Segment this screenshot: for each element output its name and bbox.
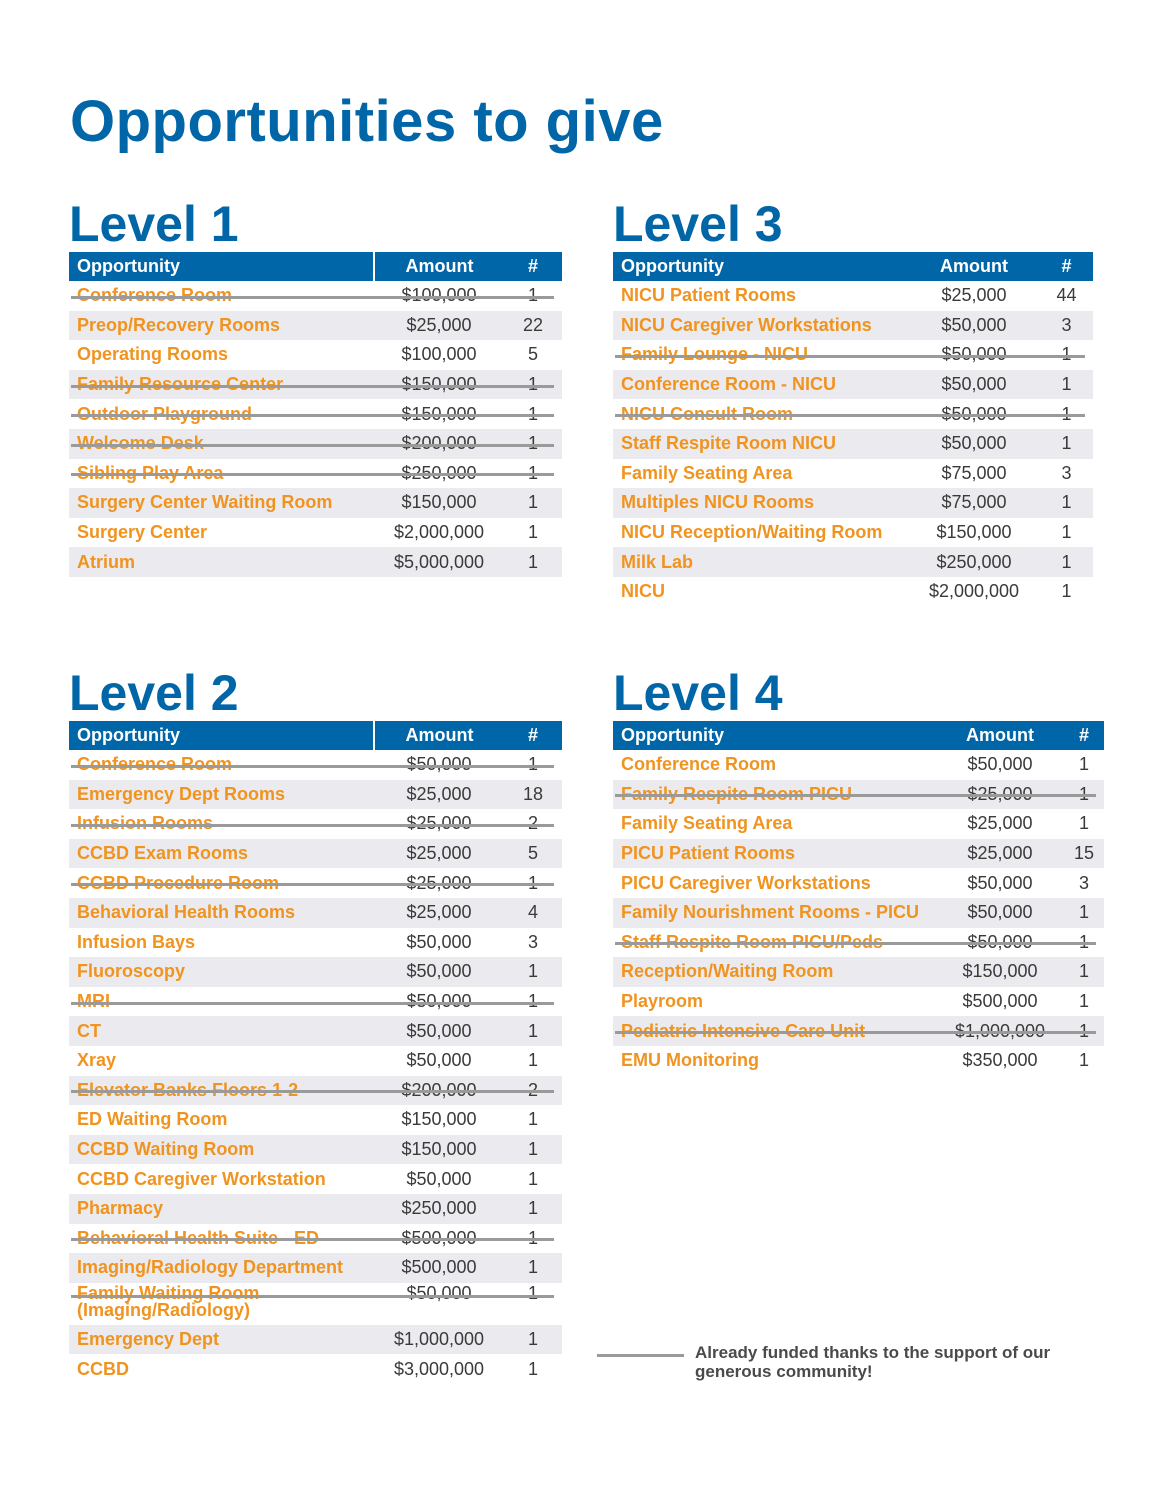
level-3-title: Level 3: [613, 196, 783, 252]
amount-cell: $50,000: [908, 340, 1040, 370]
count-cell: 4: [504, 898, 562, 928]
count-cell: 22: [504, 311, 562, 341]
count-cell: 1: [504, 399, 562, 429]
header-opportunity: Opportunity: [613, 252, 908, 281]
funded-table-row: [613, 928, 1104, 958]
count-cell: 1: [504, 1253, 562, 1283]
count-cell: 1: [1078, 991, 1089, 1012]
amount-cell: $50,000: [406, 1050, 472, 1071]
count-cell: 1: [1040, 399, 1093, 429]
count-cell: 1: [504, 750, 562, 780]
count-cell: 15: [1064, 839, 1104, 869]
table-row: [613, 281, 1093, 311]
amount-cell: $200,000: [374, 429, 504, 459]
table-row: [613, 370, 1093, 400]
opportunity-cell: Conference Room: [69, 750, 374, 780]
table-row: [69, 1253, 562, 1283]
opportunity-cell: ED Waiting Room: [77, 1109, 228, 1130]
opportunity-cell: Elevator Banks Floors 1-2: [69, 1076, 374, 1106]
opportunity-cell: PICU Patient Rooms: [613, 839, 936, 869]
funded-legend: [597, 1343, 1097, 1393]
amount-cell: $250,000: [374, 1194, 504, 1224]
opportunity-cell: Surgery Center Waiting Room: [69, 488, 374, 518]
count-cell: 1: [527, 1358, 538, 1379]
level-1-table: [69, 252, 562, 577]
amount-cell: $150,000: [401, 1109, 477, 1130]
table-row: [613, 577, 1093, 607]
count-cell: 1: [1064, 957, 1104, 987]
count-cell: 1: [1078, 813, 1089, 834]
opportunity-cell: CT: [69, 1016, 374, 1046]
table-row: [69, 898, 562, 928]
table-row: [69, 780, 562, 810]
opportunity-cell: NICU: [621, 581, 665, 602]
opportunity-cell: CCBD Caregiver Workstation: [77, 1168, 326, 1189]
amount-cell: $50,000: [908, 370, 1040, 400]
table-row: [613, 868, 1104, 898]
table-row: [69, 340, 562, 370]
amount-cell: $200,000: [374, 1076, 504, 1106]
amount-cell: $50,000: [374, 750, 504, 780]
level-1-title: Level 1: [69, 196, 239, 252]
amount-cell: $250,000: [908, 547, 1040, 577]
funded-table-row: [69, 1283, 562, 1325]
opportunity-cell: Pediatric Intensive Care Unit: [613, 1016, 936, 1046]
amount-cell: $500,000: [374, 1253, 504, 1283]
table-row: [613, 429, 1093, 459]
table-header-row: [613, 252, 1093, 281]
amount-cell: $50,000: [406, 931, 472, 952]
page-title: Opportunities to give: [70, 89, 664, 154]
table-row: [613, 898, 1104, 928]
count-cell: 1: [1061, 522, 1072, 543]
amount-cell: $75,000: [941, 462, 1007, 483]
header-count: #: [1064, 721, 1104, 750]
table-row: [613, 459, 1093, 489]
table-row: [69, 488, 562, 518]
header-amount: Amount: [936, 721, 1064, 750]
opportunity-cell: Staff Respite Room NICU: [613, 429, 908, 459]
count-cell: 3: [1078, 872, 1089, 893]
count-cell: 1: [527, 1168, 538, 1189]
amount-cell: $25,000: [374, 780, 504, 810]
funded-table-row: [613, 399, 1093, 429]
amount-cell: $250,000: [374, 459, 504, 489]
header-opportunity: Opportunity: [613, 721, 936, 750]
table-row: [613, 750, 1104, 780]
opportunity-cell: NICU Caregiver Workstations: [613, 311, 908, 341]
level-4-section: [613, 667, 1104, 1076]
level-3-section: [613, 198, 1093, 607]
count-cell: 1: [1040, 429, 1093, 459]
amount-cell: $50,000: [406, 1168, 472, 1189]
opportunity-cell: Emergency Dept: [69, 1325, 374, 1355]
opportunity-cell: Xray: [77, 1050, 117, 1071]
amount-cell: $500,000: [962, 991, 1038, 1012]
amount-cell: $150,000: [374, 370, 504, 400]
count-cell: 5: [504, 839, 562, 869]
level-1-section: [69, 198, 562, 577]
funded-table-row: [69, 1076, 562, 1106]
amount-cell: $100,000: [374, 281, 504, 311]
amount-cell: $5,000,000: [374, 547, 504, 577]
opportunity-cell: Staff Respite Room PICU/Peds: [613, 928, 936, 958]
header-opportunity: Opportunity: [69, 252, 374, 281]
table-header-row: [69, 721, 562, 750]
opportunity-cell: NICU Reception/Waiting Room: [621, 522, 883, 543]
amount-cell: $25,000: [374, 311, 504, 341]
level-2-table: [69, 721, 562, 1384]
funded-legend-text: Already funded thanks to the support of our generous community!: [695, 1343, 1051, 1381]
count-cell: 1: [527, 1050, 538, 1071]
amount-cell: $350,000: [962, 1050, 1038, 1071]
count-cell: 1: [527, 1109, 538, 1130]
table-row: [613, 987, 1104, 1017]
strikethrough-legend-line: [597, 1354, 684, 1357]
amount-cell: $25,000: [967, 813, 1033, 834]
level-4-title: Level 4: [613, 665, 783, 721]
count-cell: 1: [1040, 547, 1093, 577]
count-cell: 1: [504, 1325, 562, 1355]
count-cell: 1: [504, 429, 562, 459]
count-cell: 1: [504, 488, 562, 518]
amount-cell: $50,000: [908, 429, 1040, 459]
table-row: [69, 928, 562, 958]
opportunity-cell: Reception/Waiting Room: [613, 957, 936, 987]
count-cell: 2: [504, 1076, 562, 1106]
amount-cell: $50,000: [908, 311, 1040, 341]
table-header-row: [69, 252, 562, 281]
opportunity-cell: Welcome Desk: [69, 429, 374, 459]
count-cell: 1: [1040, 370, 1093, 400]
amount-cell: $50,000: [936, 898, 1064, 928]
opportunity-cell: Family Waiting Room (Imaging/Radiology): [69, 1283, 374, 1325]
funded-table-row: [613, 1016, 1104, 1046]
table-row: [69, 311, 562, 341]
opportunity-cell: Sibling Play Area: [69, 459, 374, 489]
funded-table-row: [69, 987, 562, 1017]
amount-cell: $50,000: [374, 957, 504, 987]
table-row: [69, 839, 562, 869]
opportunity-cell: Outdoor Playground: [69, 399, 374, 429]
table-row: [69, 547, 562, 577]
count-cell: 1: [1064, 928, 1104, 958]
table-row: [613, 839, 1104, 869]
funded-table-row: [69, 429, 562, 459]
count-cell: 1: [504, 1224, 562, 1254]
opportunity-cell: Family Resource Center: [69, 370, 374, 400]
table-row: [69, 1135, 562, 1165]
amount-cell: $3,000,000: [393, 1358, 485, 1379]
amount-cell: $50,000: [908, 399, 1040, 429]
count-cell: 1: [1078, 754, 1089, 775]
opportunity-cell: Preop/Recovery Rooms: [69, 311, 374, 341]
count-cell: 1: [1078, 1050, 1089, 1071]
table-row: [613, 1046, 1104, 1076]
opportunity-cell: Surgery Center: [77, 522, 208, 543]
header-opportunity: Opportunity: [69, 721, 374, 750]
opportunity-cell: Atrium: [69, 547, 374, 577]
amount-cell: $25,000: [374, 868, 504, 898]
amount-cell: $25,000: [936, 780, 1064, 810]
count-cell: 1: [1064, 780, 1104, 810]
count-cell: 1: [1064, 898, 1104, 928]
opportunity-cell: Behavioral Health Suite - ED: [69, 1224, 374, 1254]
opportunity-cell: Emergency Dept Rooms: [69, 780, 374, 810]
table-row: [69, 1354, 562, 1384]
opportunity-cell: CCBD Exam Rooms: [69, 839, 374, 869]
opportunity-cell: Family Nourishment Rooms - PICU: [613, 898, 936, 928]
amount-cell: $25,000: [941, 285, 1007, 306]
table-row: [69, 957, 562, 987]
opportunity-cell: CCBD: [77, 1358, 129, 1379]
count-cell: 1: [1040, 340, 1093, 370]
count-cell: 3: [527, 931, 538, 952]
count-cell: 1: [1061, 581, 1072, 602]
count-cell: 44: [1056, 285, 1077, 306]
count-cell: 1: [504, 1194, 562, 1224]
funded-table-row: [69, 370, 562, 400]
count-cell: 1: [1040, 488, 1093, 518]
amount-cell: $150,000: [374, 1135, 504, 1165]
table-row: [69, 1105, 562, 1135]
opportunity-cell: PICU Caregiver Workstations: [621, 872, 871, 893]
amount-cell: $50,000: [967, 754, 1033, 775]
amount-cell: $1,000,000: [374, 1325, 504, 1355]
opportunity-cell: NICU Consult Room: [613, 399, 908, 429]
count-cell: 3: [1061, 462, 1072, 483]
opportunity-cell: Milk Lab: [613, 547, 908, 577]
table-row: [69, 1016, 562, 1046]
table-row: [69, 1194, 562, 1224]
header-amount: Amount: [374, 721, 504, 750]
header-count: #: [1040, 252, 1093, 281]
amount-cell: $100,000: [401, 344, 477, 365]
count-cell: 1: [504, 868, 562, 898]
funded-table-row: [613, 340, 1093, 370]
header-count: #: [504, 252, 562, 281]
opportunity-cell: Conference Room: [69, 281, 374, 311]
table-row: [69, 1046, 562, 1076]
amount-cell: $25,000: [374, 839, 504, 869]
amount-cell: $150,000: [374, 488, 504, 518]
table-header-row: [613, 721, 1104, 750]
opportunity-cell: Family Seating Area: [621, 813, 793, 834]
funded-table-row: [69, 1224, 562, 1254]
count-cell: 1: [504, 957, 562, 987]
header-count: #: [504, 721, 562, 750]
table-row: [613, 488, 1093, 518]
table-row: [613, 547, 1093, 577]
opportunity-cell: Infusion Bays: [77, 931, 196, 952]
amount-cell: $500,000: [374, 1224, 504, 1254]
opportunity-cell: Pharmacy: [69, 1194, 374, 1224]
funded-table-row: [69, 281, 562, 311]
opportunity-cell: Operating Rooms: [77, 344, 229, 365]
level-2-section: [69, 667, 562, 1384]
count-cell: 1: [504, 1016, 562, 1046]
count-cell: 3: [1040, 311, 1093, 341]
opportunity-cell: Infusion Rooms: [69, 809, 374, 839]
table-row: [613, 957, 1104, 987]
funded-table-row: [613, 780, 1104, 810]
opportunity-cell: CCBD Waiting Room: [69, 1135, 374, 1165]
table-row: [613, 518, 1093, 548]
funded-table-row: [69, 868, 562, 898]
opportunity-cell: MRI: [69, 987, 374, 1017]
count-cell: 2: [504, 809, 562, 839]
amount-cell: $1,000,000: [936, 1016, 1064, 1046]
table-row: [69, 518, 562, 548]
count-cell: 1: [504, 459, 562, 489]
opportunity-cell: Behavioral Health Rooms: [69, 898, 374, 928]
amount-cell: $2,000,000: [393, 522, 485, 543]
table-row: [69, 1164, 562, 1194]
opportunity-cell: NICU Patient Rooms: [621, 285, 797, 306]
funded-table-row: [69, 399, 562, 429]
amount-cell: $2,000,000: [928, 581, 1020, 602]
count-cell: 1: [504, 1135, 562, 1165]
level-3-table: [613, 252, 1093, 607]
count-cell: 1: [504, 987, 562, 1017]
count-cell: 1: [504, 370, 562, 400]
amount-cell: $50,000: [374, 1016, 504, 1046]
amount-cell: $150,000: [374, 399, 504, 429]
amount-cell: $25,000: [936, 839, 1064, 869]
table-row: [69, 1325, 562, 1355]
amount-cell: $50,000: [374, 987, 504, 1017]
count-cell: 18: [504, 780, 562, 810]
amount-cell: $50,000: [374, 1283, 504, 1325]
table-row: [613, 311, 1093, 341]
funded-table-row: [69, 459, 562, 489]
level-4-table: [613, 721, 1104, 1076]
amount-cell: $50,000: [967, 872, 1033, 893]
amount-cell: $150,000: [936, 957, 1064, 987]
level-2-title: Level 2: [69, 665, 239, 721]
amount-cell: $25,000: [374, 898, 504, 928]
opportunity-cell: EMU Monitoring: [621, 1050, 759, 1071]
amount-cell: $75,000: [908, 488, 1040, 518]
amount-cell: $50,000: [936, 928, 1064, 958]
opportunity-cell: Conference Room - NICU: [613, 370, 908, 400]
header-amount: Amount: [908, 252, 1040, 281]
opportunity-cell: Imaging/Radiology Department: [69, 1253, 374, 1283]
opportunity-cell: Conference Room: [621, 754, 777, 775]
count-cell: 1: [1064, 1016, 1104, 1046]
table-row: [613, 809, 1104, 839]
opportunity-cell: CCBD Procedure Room: [69, 868, 374, 898]
opportunity-cell: Multiples NICU Rooms: [613, 488, 908, 518]
amount-cell: $150,000: [936, 522, 1012, 543]
count-cell: 1: [504, 1283, 562, 1325]
count-cell: 1: [504, 547, 562, 577]
opportunity-cell: Family Lounge - NICU: [613, 340, 908, 370]
count-cell: 1: [504, 281, 562, 311]
opportunity-cell: Family Respite Room PICU: [613, 780, 936, 810]
count-cell: 1: [527, 522, 538, 543]
header-amount: Amount: [374, 252, 504, 281]
funded-table-row: [69, 750, 562, 780]
opportunity-cell: Playroom: [621, 991, 704, 1012]
count-cell: 5: [527, 344, 538, 365]
funded-table-row: [69, 809, 562, 839]
amount-cell: $25,000: [374, 809, 504, 839]
opportunity-cell: Fluoroscopy: [69, 957, 374, 987]
opportunity-cell: Family Seating Area: [621, 462, 793, 483]
